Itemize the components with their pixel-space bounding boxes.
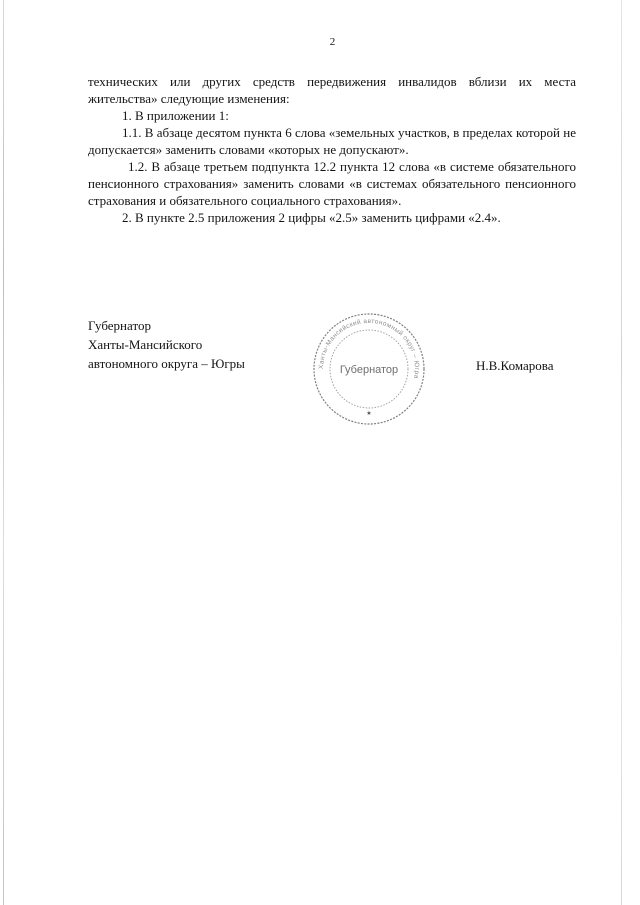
signer-title-line: Ханты-Мансийского — [88, 337, 203, 352]
page-number: 2 — [329, 36, 336, 48]
signer-title-block — [88, 316, 245, 373]
signer-title-line: автономного округа – Югры — [88, 356, 245, 371]
stamp-center-text: Губернатор — [339, 364, 399, 376]
paragraph-intro: технических или других средств передвижения инвалидов вблизи их места жительства» следующие изменения: — [88, 74, 576, 106]
paragraph-item-2: 2. В пункте 2.5 приложения 2 цифры «2.5» заменить цифрами «2.4». — [122, 210, 501, 225]
paragraph-item-1-1: 1.1. В абзаце десятом пункта 6 слова «земельных участков, в пределах которой не допускается» заменить словами «которых не допускают». — [88, 125, 576, 157]
stamp-ring-text: Ханты-Мансийский автономный округ – Югра — [317, 317, 421, 380]
signer-name: Н.В.Комарова — [476, 358, 554, 373]
paragraph-item-1: 1. В приложении 1: — [122, 108, 229, 123]
paragraph-item-1-2: 1.2. В абзаце третьем подпункта 12.2 пункта 12 слова «в системе обязательного пенсионного страхования» заменить словами «в системах обязательного пенсионного страхования и обязательного социального страхования». — [88, 159, 576, 208]
signer-title-line: Губернатор — [88, 318, 151, 333]
scan-edge-right — [621, 0, 622, 905]
official-stamp — [311, 311, 427, 427]
star-icon: ★ — [366, 410, 372, 417]
scan-edge-left — [3, 0, 4, 905]
document-body — [88, 73, 576, 226]
